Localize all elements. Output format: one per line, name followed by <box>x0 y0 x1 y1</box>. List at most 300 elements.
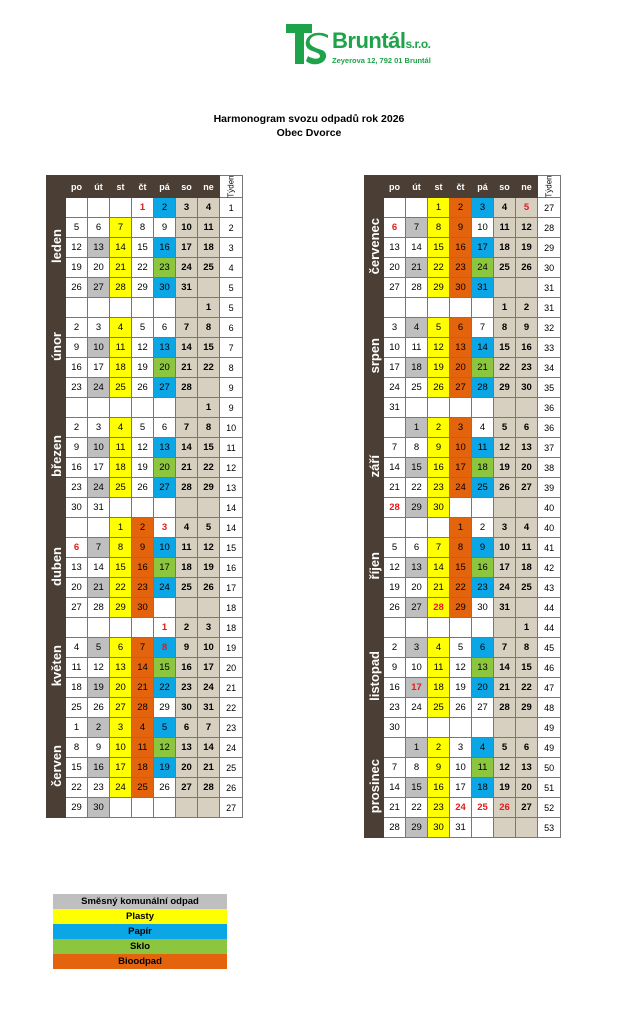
day-cell: 27 <box>154 478 176 498</box>
day-cell: 18 <box>428 678 450 698</box>
day-cell: 17 <box>384 358 406 378</box>
day-cell: 17 <box>110 758 132 778</box>
day-cell: 6 <box>384 218 406 238</box>
day-cell: 18 <box>110 458 132 478</box>
day-cell: 16 <box>384 678 406 698</box>
day-cell <box>406 618 428 638</box>
day-cell: 16 <box>66 358 88 378</box>
day-cell: 12 <box>132 338 154 358</box>
day-cell: 3 <box>110 718 132 738</box>
day-cell: 18 <box>494 238 516 258</box>
day-cell: 26 <box>154 778 176 798</box>
week-number: 3 <box>220 238 243 258</box>
week-row <box>47 658 243 678</box>
day-cell: 11 <box>132 738 154 758</box>
week-number: 23 <box>220 718 243 738</box>
day-cell: 3 <box>406 638 428 658</box>
day-cell: 20 <box>516 458 538 478</box>
day-cell <box>88 618 110 638</box>
day-cell: 10 <box>450 438 472 458</box>
day-cell: 25 <box>494 258 516 278</box>
day-cell <box>198 498 220 518</box>
day-cell: 1 <box>110 518 132 538</box>
day-cell: 29 <box>110 598 132 618</box>
day-cell <box>494 398 516 418</box>
day-cell: 1 <box>406 418 428 438</box>
day-cell: 15 <box>494 338 516 358</box>
day-cell: 23 <box>66 378 88 398</box>
week-number: 10 <box>220 418 243 438</box>
day-cell <box>176 498 198 518</box>
day-cell: 28 <box>384 818 406 838</box>
day-cell: 28 <box>384 498 406 518</box>
day-cell: 3 <box>88 318 110 338</box>
week-number: 13 <box>220 478 243 498</box>
day-cell: 3 <box>176 198 198 218</box>
day-cell: 18 <box>516 558 538 578</box>
day-cell: 24 <box>472 258 494 278</box>
day-cell: 8 <box>66 738 88 758</box>
week-number: 31 <box>538 278 561 298</box>
day-cell: 14 <box>176 438 198 458</box>
day-cell: 9 <box>472 538 494 558</box>
day-cell: 10 <box>88 338 110 358</box>
day-cell: 28 <box>110 278 132 298</box>
week-row <box>47 558 243 578</box>
day-cell: 20 <box>66 578 88 598</box>
week-row <box>365 678 561 698</box>
day-cell: 10 <box>154 538 176 558</box>
month-label: červen <box>47 718 66 818</box>
day-cell: 19 <box>494 458 516 478</box>
day-cell: 2 <box>66 418 88 438</box>
day-cell: 8 <box>198 418 220 438</box>
day-cell: 2 <box>428 738 450 758</box>
day-cell: 27 <box>472 698 494 718</box>
day-cell <box>450 398 472 418</box>
day-cell: 1 <box>494 298 516 318</box>
day-cell <box>384 738 406 758</box>
day-cell: 14 <box>110 238 132 258</box>
day-cell: 27 <box>406 598 428 618</box>
day-cell: 9 <box>450 218 472 238</box>
day-cell: 19 <box>66 258 88 278</box>
day-cell: 10 <box>494 538 516 558</box>
week-header: Týden <box>220 176 243 198</box>
day-cell: 17 <box>176 238 198 258</box>
weekday-header: út <box>88 176 110 198</box>
day-cell: 27 <box>176 778 198 798</box>
day-cell: 20 <box>384 258 406 278</box>
day-cell: 24 <box>384 378 406 398</box>
month-label: červenec <box>365 198 384 298</box>
day-cell <box>384 418 406 438</box>
day-cell: 30 <box>428 818 450 838</box>
day-cell: 27 <box>88 278 110 298</box>
day-cell <box>154 798 176 818</box>
day-cell: 25 <box>176 578 198 598</box>
day-cell: 23 <box>176 678 198 698</box>
week-number: 27 <box>538 198 561 218</box>
day-cell: 21 <box>198 758 220 778</box>
day-cell: 28 <box>406 278 428 298</box>
day-cell <box>132 498 154 518</box>
week-number: 6 <box>220 318 243 338</box>
week-row <box>365 358 561 378</box>
day-cell: 23 <box>516 358 538 378</box>
day-cell: 3 <box>450 418 472 438</box>
day-cell: 22 <box>110 578 132 598</box>
day-cell <box>132 798 154 818</box>
week-number: 26 <box>220 778 243 798</box>
day-cell: 17 <box>472 238 494 258</box>
day-cell: 23 <box>88 778 110 798</box>
day-cell: 4 <box>406 318 428 338</box>
day-cell: 7 <box>88 538 110 558</box>
day-cell: 19 <box>132 358 154 378</box>
day-cell: 6 <box>66 538 88 558</box>
day-cell: 26 <box>494 798 516 818</box>
day-cell: 26 <box>88 698 110 718</box>
day-cell <box>516 398 538 418</box>
week-row <box>47 338 243 358</box>
week-row <box>47 598 243 618</box>
day-cell: 31 <box>494 598 516 618</box>
day-cell: 1 <box>154 618 176 638</box>
week-row <box>365 238 561 258</box>
day-cell: 5 <box>516 198 538 218</box>
day-cell: 17 <box>450 778 472 798</box>
day-cell: 12 <box>516 218 538 238</box>
week-row <box>365 518 561 538</box>
day-cell: 11 <box>472 758 494 778</box>
day-cell: 6 <box>110 638 132 658</box>
day-cell: 14 <box>384 458 406 478</box>
week-row <box>47 538 243 558</box>
day-cell <box>450 718 472 738</box>
week-number: 33 <box>538 338 561 358</box>
day-cell: 15 <box>198 338 220 358</box>
day-cell: 30 <box>450 278 472 298</box>
day-cell: 14 <box>428 558 450 578</box>
day-cell: 3 <box>450 738 472 758</box>
week-number: 36 <box>538 418 561 438</box>
day-cell: 10 <box>110 738 132 758</box>
calendar-table-right <box>364 175 561 838</box>
day-cell: 21 <box>176 458 198 478</box>
week-row <box>365 738 561 758</box>
day-cell: 24 <box>450 478 472 498</box>
day-cell: 24 <box>198 678 220 698</box>
day-cell: 6 <box>516 418 538 438</box>
day-cell: 9 <box>66 338 88 358</box>
day-cell: 20 <box>154 458 176 478</box>
day-cell <box>66 298 88 318</box>
day-cell: 3 <box>384 318 406 338</box>
day-cell: 26 <box>198 578 220 598</box>
day-cell: 9 <box>384 658 406 678</box>
day-cell: 27 <box>516 478 538 498</box>
day-cell <box>406 298 428 318</box>
day-cell <box>472 398 494 418</box>
week-row <box>365 658 561 678</box>
week-number: 44 <box>538 598 561 618</box>
day-cell <box>66 198 88 218</box>
day-cell: 13 <box>88 238 110 258</box>
day-cell: 10 <box>384 338 406 358</box>
day-cell: 5 <box>494 418 516 438</box>
day-cell: 2 <box>132 518 154 538</box>
day-cell: 11 <box>176 538 198 558</box>
week-row <box>365 538 561 558</box>
day-cell: 1 <box>428 198 450 218</box>
day-cell <box>154 398 176 418</box>
day-cell: 14 <box>406 238 428 258</box>
day-cell: 2 <box>428 418 450 438</box>
week-row <box>47 398 243 418</box>
day-cell: 9 <box>132 538 154 558</box>
day-cell <box>428 718 450 738</box>
legend <box>53 894 227 969</box>
day-cell: 15 <box>66 758 88 778</box>
day-cell: 4 <box>132 718 154 738</box>
day-cell: 13 <box>516 758 538 778</box>
week-row <box>47 258 243 278</box>
day-cell: 2 <box>450 198 472 218</box>
day-cell: 25 <box>110 378 132 398</box>
day-cell: 14 <box>472 338 494 358</box>
day-cell: 30 <box>428 498 450 518</box>
day-cell: 31 <box>198 698 220 718</box>
day-cell: 2 <box>88 718 110 738</box>
month-label: leden <box>47 198 66 298</box>
day-cell: 7 <box>110 218 132 238</box>
day-cell: 29 <box>66 798 88 818</box>
day-cell <box>406 718 428 738</box>
day-cell: 17 <box>450 458 472 478</box>
day-cell: 29 <box>406 498 428 518</box>
day-cell: 8 <box>132 218 154 238</box>
day-cell: 23 <box>428 798 450 818</box>
day-cell: 8 <box>198 318 220 338</box>
day-cell: 4 <box>66 638 88 658</box>
week-number: 47 <box>538 678 561 698</box>
day-cell: 28 <box>472 378 494 398</box>
day-cell: 12 <box>494 758 516 778</box>
month-label: srpen <box>365 298 384 418</box>
day-cell: 1 <box>66 718 88 738</box>
week-number: 45 <box>538 638 561 658</box>
day-cell: 19 <box>198 558 220 578</box>
month-label: listopad <box>365 618 384 738</box>
day-cell: 14 <box>494 658 516 678</box>
day-cell: 20 <box>472 678 494 698</box>
day-cell: 6 <box>88 218 110 238</box>
day-cell: 13 <box>110 658 132 678</box>
day-cell: 29 <box>198 478 220 498</box>
day-cell <box>472 818 494 838</box>
week-row <box>365 758 561 778</box>
week-number: 36 <box>538 398 561 418</box>
day-cell: 1 <box>516 618 538 638</box>
week-number: 9 <box>220 378 243 398</box>
day-cell: 15 <box>110 558 132 578</box>
day-cell: 16 <box>176 658 198 678</box>
day-cell <box>176 598 198 618</box>
day-cell: 18 <box>110 358 132 378</box>
day-cell: 20 <box>88 258 110 278</box>
day-cell: 8 <box>406 438 428 458</box>
day-cell: 15 <box>132 238 154 258</box>
day-cell <box>494 618 516 638</box>
legend-papir: Papír <box>53 924 227 939</box>
week-row <box>47 518 243 538</box>
day-cell: 26 <box>132 478 154 498</box>
day-cell: 1 <box>406 738 428 758</box>
day-cell: 30 <box>384 718 406 738</box>
day-cell: 21 <box>472 358 494 378</box>
week-number: 17 <box>220 578 243 598</box>
day-cell: 8 <box>428 218 450 238</box>
day-cell: 2 <box>384 638 406 658</box>
week-number: 14 <box>220 498 243 518</box>
day-cell <box>110 798 132 818</box>
day-cell: 27 <box>516 798 538 818</box>
day-cell: 2 <box>176 618 198 638</box>
day-cell: 12 <box>494 438 516 458</box>
day-cell: 10 <box>406 658 428 678</box>
week-row <box>365 598 561 618</box>
day-cell: 5 <box>494 738 516 758</box>
day-cell: 23 <box>428 478 450 498</box>
day-cell <box>198 378 220 398</box>
week-row <box>365 298 561 318</box>
week-row <box>47 218 243 238</box>
week-row <box>47 378 243 398</box>
day-cell: 24 <box>406 698 428 718</box>
day-cell: 3 <box>198 618 220 638</box>
day-cell: 24 <box>494 578 516 598</box>
week-row <box>365 778 561 798</box>
day-cell: 31 <box>472 278 494 298</box>
day-cell: 30 <box>176 698 198 718</box>
company-address: Zeyerova 12, 792 01 Bruntál <box>332 56 431 65</box>
day-cell: 21 <box>176 358 198 378</box>
day-cell: 23 <box>450 258 472 278</box>
day-cell: 5 <box>88 638 110 658</box>
day-cell: 27 <box>384 278 406 298</box>
day-cell: 25 <box>198 258 220 278</box>
day-cell: 17 <box>88 358 110 378</box>
week-number: 28 <box>538 218 561 238</box>
day-cell: 5 <box>428 318 450 338</box>
day-cell: 24 <box>176 258 198 278</box>
day-cell: 19 <box>384 578 406 598</box>
day-cell <box>110 398 132 418</box>
week-number: 51 <box>538 778 561 798</box>
day-cell: 6 <box>516 738 538 758</box>
day-cell <box>494 498 516 518</box>
day-cell: 22 <box>198 458 220 478</box>
day-cell: 19 <box>494 778 516 798</box>
day-cell: 22 <box>198 358 220 378</box>
day-cell: 16 <box>132 558 154 578</box>
week-row <box>365 398 561 418</box>
week-row <box>47 758 243 778</box>
day-cell: 6 <box>176 718 198 738</box>
day-cell: 11 <box>406 338 428 358</box>
week-row <box>47 638 243 658</box>
day-cell: 18 <box>132 758 154 778</box>
day-cell <box>516 278 538 298</box>
day-cell: 8 <box>406 758 428 778</box>
week-row <box>365 438 561 458</box>
day-cell: 18 <box>472 778 494 798</box>
day-cell: 2 <box>516 298 538 318</box>
week-number: 8 <box>220 358 243 378</box>
day-cell: 5 <box>154 718 176 738</box>
day-cell <box>110 618 132 638</box>
week-row <box>365 458 561 478</box>
day-cell: 10 <box>176 218 198 238</box>
day-cell: 22 <box>428 258 450 278</box>
day-cell: 20 <box>110 678 132 698</box>
day-cell: 17 <box>198 658 220 678</box>
day-cell <box>384 518 406 538</box>
day-cell: 16 <box>154 238 176 258</box>
weekday-header: st <box>428 176 450 198</box>
day-cell: 10 <box>198 638 220 658</box>
week-row <box>47 458 243 478</box>
day-cell: 31 <box>88 498 110 518</box>
day-cell: 23 <box>384 698 406 718</box>
day-cell <box>428 618 450 638</box>
day-cell <box>516 598 538 618</box>
day-cell: 5 <box>132 318 154 338</box>
day-cell: 29 <box>154 698 176 718</box>
week-row <box>365 618 561 638</box>
week-number: 7 <box>220 338 243 358</box>
day-cell: 17 <box>88 458 110 478</box>
week-number: 27 <box>220 798 243 818</box>
day-cell <box>154 498 176 518</box>
day-cell: 29 <box>516 698 538 718</box>
week-row <box>365 698 561 718</box>
day-cell: 16 <box>88 758 110 778</box>
day-cell: 19 <box>428 358 450 378</box>
day-cell: 1 <box>198 298 220 318</box>
week-number: 25 <box>220 758 243 778</box>
week-row <box>365 338 561 358</box>
day-cell: 26 <box>450 698 472 718</box>
day-cell: 19 <box>88 678 110 698</box>
day-cell: 22 <box>154 678 176 698</box>
day-cell: 22 <box>494 358 516 378</box>
day-cell: 28 <box>176 378 198 398</box>
day-cell: 12 <box>428 338 450 358</box>
week-number: 37 <box>538 438 561 458</box>
day-cell: 24 <box>110 778 132 798</box>
day-cell: 20 <box>450 358 472 378</box>
day-cell <box>450 298 472 318</box>
weekday-header: pá <box>472 176 494 198</box>
day-cell <box>384 618 406 638</box>
week-number: 49 <box>538 738 561 758</box>
week-number: 12 <box>220 458 243 478</box>
day-cell: 7 <box>406 218 428 238</box>
day-cell: 25 <box>406 378 428 398</box>
day-cell <box>406 398 428 418</box>
